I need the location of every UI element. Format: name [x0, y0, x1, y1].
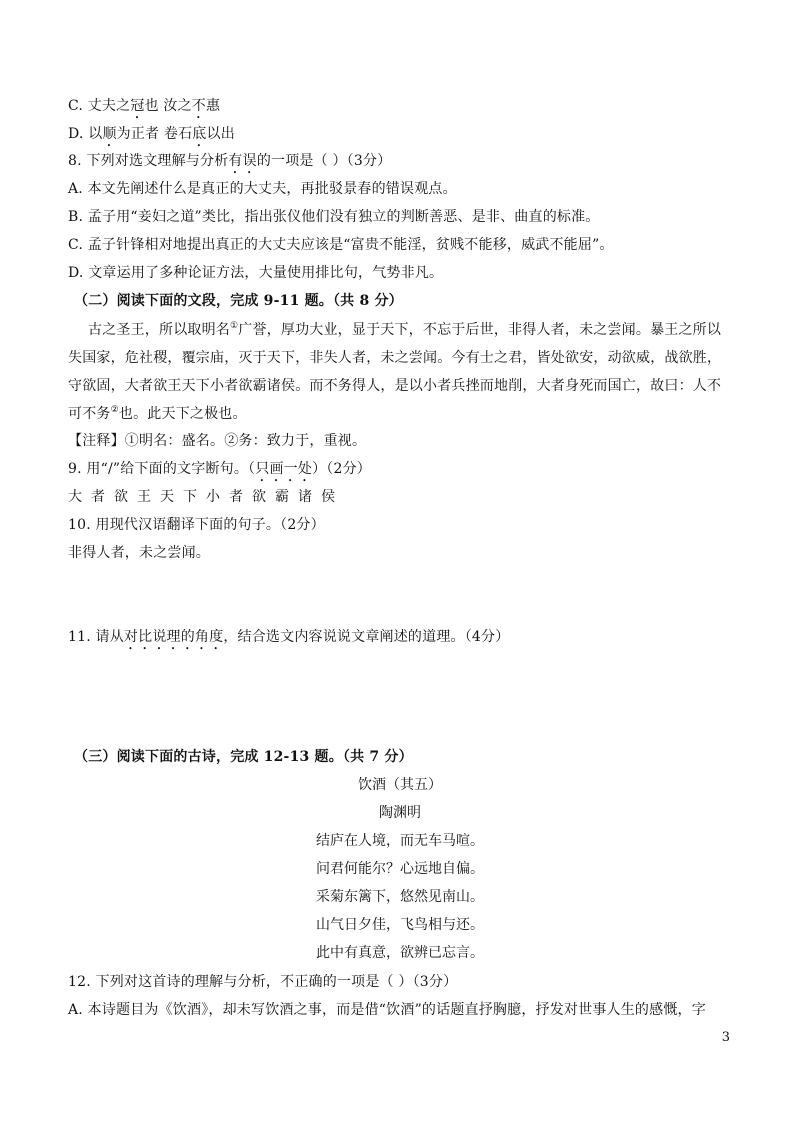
- passage-line-3: 守欲固，大者欲王天下小者欲霸诸侯。而不务得人，是以小者兵挫而地削，大者身死而国亡，故曰：人不: [68, 378, 722, 394]
- q8-option-c: C. 孟子针锋相对地提出真正的大丈夫应该是“富贵不能淫，贫贱不能移，威武不能屈”。: [68, 237, 614, 253]
- annotation-notes: 【注释】①明名：盛名。②务：致力于，重视。: [68, 433, 367, 449]
- q8-option-a: A. 本文先阐述什么是真正的大丈夫，再批驳景春的错误观点。: [68, 181, 457, 197]
- poem-line-4: 山气日夕佳，飞鸟相与还。: [316, 917, 484, 933]
- section-3-heading: （三）阅读下面的古诗，完成 12-13 题。（共 7 分）: [74, 749, 413, 765]
- passage-line-1: 古之圣王，所以取明名①广誉，厚功大业，显于天下，不忘于后世，非得人者，未之尝闻。暴王之所以: [88, 321, 722, 338]
- question-10: 10. 用现代汉语翻译下面的句子。（2分）: [68, 517, 325, 533]
- q8-option-b: B. 孟子用“妾妇之道”类比，指出张仪他们没有独立的判断善恶、是非、曲直的标准。: [68, 209, 600, 225]
- question-12: 12. 下列对这首诗的理解与分析，不正确的一项是（ ）（3分）: [68, 974, 458, 990]
- q7-option-d: D. 以顺为正者 卷石底以出: [68, 126, 235, 142]
- q7-option-c: C. 丈夫之冠也 汝之不惠: [68, 98, 221, 114]
- question-11: 11. 请从对比说理的角度，结合选文内容说说文章阐述的道理。（4分）: [68, 629, 510, 645]
- question-9: 9. 用“/”给下面的文字断句。（只画一处）（2分）: [68, 461, 371, 477]
- passage-line-2: 失国家，危社稷，覆宗庙，灭于天下，非失人者，未之尝闻。今有士之君，皆处欲安，动欲威，战欲胜，: [68, 350, 722, 366]
- section-2-heading: （二）阅读下面的文段，完成 9-11 题。（共 8 分）: [74, 293, 403, 309]
- poem-author: 陶渊明: [379, 805, 421, 821]
- q12-option-a: A. 本诗题目为《饮酒》，却未写饮酒之事，而是借“饮酒”的话题直抒胸臆，抒发对世事人生的感慨，字: [68, 1002, 706, 1018]
- question-8: 8. 下列对选文理解与分析有误的一项是（ ）（3分）: [68, 153, 392, 169]
- poem-title: 饮酒（其五）: [358, 777, 442, 793]
- poem-line-5: 此中有真意，欲辨已忘言。: [316, 945, 484, 961]
- page-number: 3: [721, 1030, 730, 1045]
- poem-line-3: 采菊东篱下，悠然见南山。: [316, 889, 484, 905]
- poem-line-1: 结庐在人境，而无车马喧。: [316, 833, 484, 849]
- q8-option-d: D. 文章运用了多种论证方法，大量使用排比句，气势非凡。: [68, 265, 444, 281]
- poem-line-2: 问君何能尔？心远地自偏。: [316, 861, 484, 877]
- passage-line-4: 可不务②也。此天下之极也。: [68, 405, 247, 422]
- q10-sentence: 非得人者，未之尝闻。: [68, 545, 210, 561]
- q9-text: 大者欲王天下小者欲霸诸侯: [68, 489, 344, 505]
